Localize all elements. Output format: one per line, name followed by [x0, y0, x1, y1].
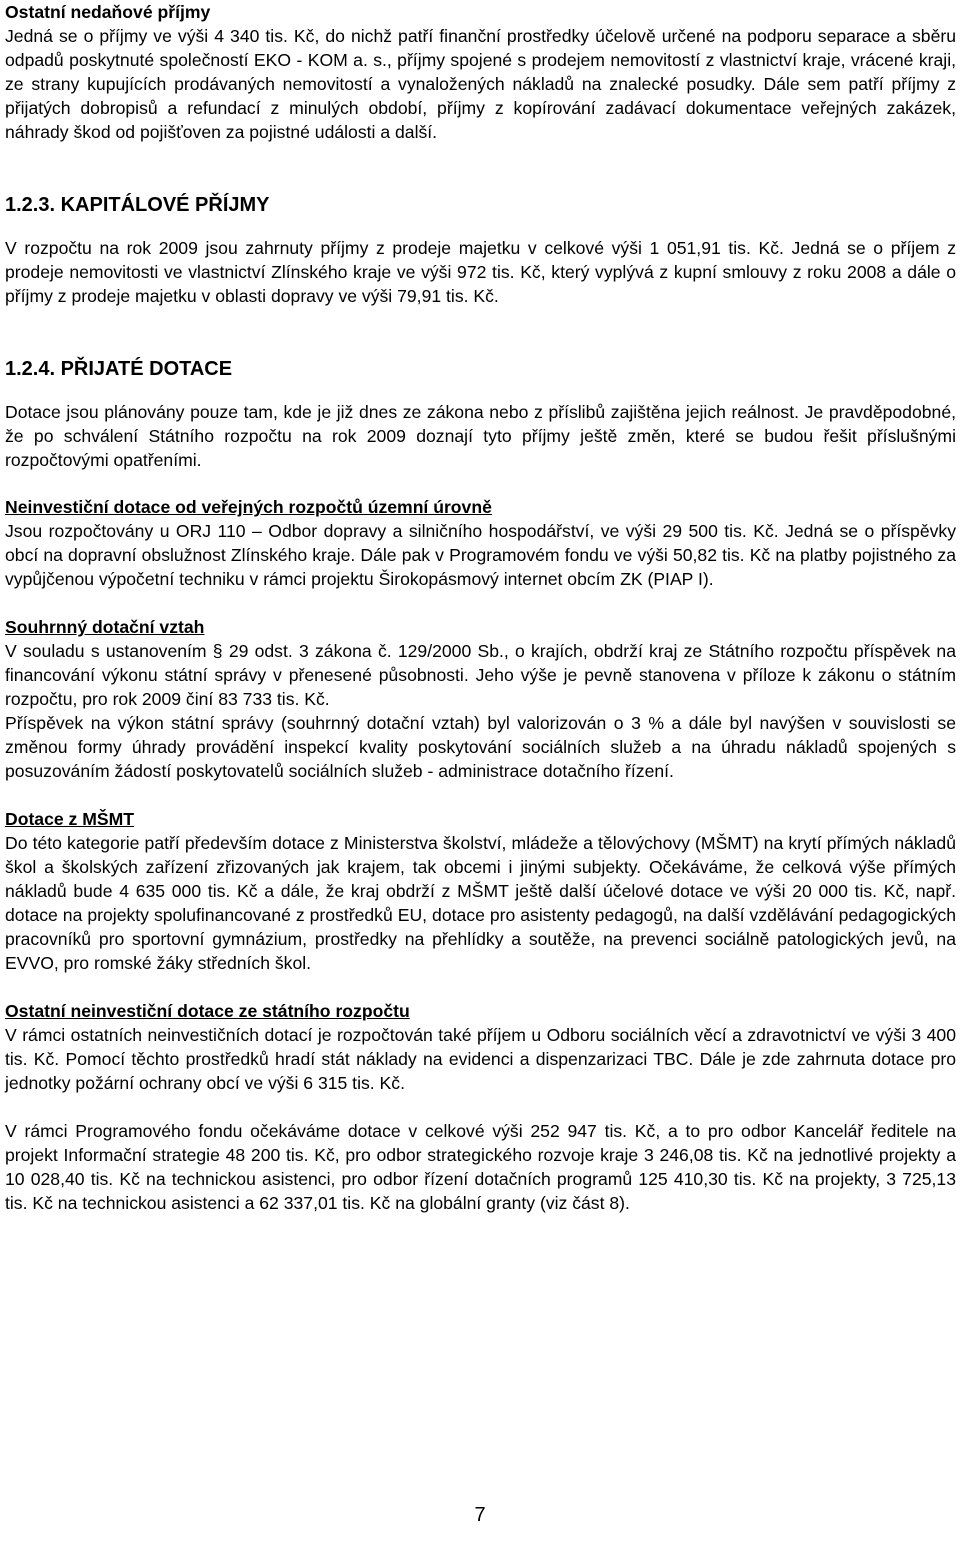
paragraph-ostatni-neinvesticni-1: V rámci ostatních neinvestičních dotací je rozpočtován také příjem u Odboru sociálních věcí a zdravotnictví ve výši 3 400 tis. Kč. Pomocí těchto prostředků hradí stát náklady na evidenci a dispenzarizaci TBC. Dále je zde zahrnuta dotace pro jednotky požární ochrany obcí ve výši 6 315 tis. Kč.	[5, 1025, 956, 1093]
heading-souhrnny: Souhrnný dotační vztah	[5, 617, 205, 637]
paragraph-kapitalove: V rozpočtu na rok 2009 jsou zahrnuty příjmy z prodeje majetku v celkové výši 1 051,91 tis. Kč. Jedná se o příjem z prodeje nemovitosti ve vlastnictví Zlínského kraje ve výši 972 tis. Kč, který vyplývá z kupní smlouvy z roku 2008 a dále o příjmy z prodeje majetku v oblasti dopravy ve výši 79,91 tis. Kč.	[5, 238, 956, 306]
paragraph-ostatni-nedanove: Jedná se o příjmy ve výši 4 340 tis. Kč, do nichž patří finanční prostředky účelově určené na podporu separace a sběru odpadů poskytnuté společností EKO - KOM a. s., příjmy spojené s prodejem nemovitostí z vlastnictví kraje, vrácené kraji, ze strany kupujících prodávaných nemovitostí a vynaložených nákladů na znalecké posudky. Dále sem patří příjmy z přijatých dobropisů a refundací z minulých období, příjmy z kopírování zadávací dokumentace veřejných zakázek, náhrady škod od pojišťoven za pojistné události a další.	[5, 26, 956, 142]
section-title-prijate-dotace: 1.2.4. PŘIJATÉ DOTACE	[5, 358, 233, 380]
paragraph-msmt: Do této kategorie patří především dotace z Ministerstva školství, mládeže a tělovýchovy (MŠMT) na krytí přímých nákladů škol a školských zařízení zřizovaných jak krajem, tak obcemi i jinými subjekty. Očekáváme, že celková výše přímých nákladů bude 4 635 000 tis. Kč a dále, že kraj obdrží z MŠMT ještě další účelové dotace ve výši 20 000 tis. Kč, např. dotace na projekty spolufinancované z prostředků EU, dotace pro asistenty pedagogů, na další vzdělávání pedagogických pracovníků pro sportovní gymnázium, prostředky na přehlídky a soutěže, na prevenci sociálně patologických jevů, na EVVO, pro romské žáky středních škol.	[5, 833, 956, 973]
heading-ostatni-nedanove: Ostatní nedaňové příjmy	[5, 2, 211, 22]
heading-ostatni-neinvesticni: Ostatní neinvestiční dotace ze státního rozpočtu	[5, 1001, 410, 1021]
page-number: 7	[474, 1504, 486, 1526]
paragraph-prijate-dotace: Dotace jsou plánovány pouze tam, kde je již dnes ze zákona nebo z příslibů zajištěna jejich reálnost. Je pravděpodobné, že po schválení Státního rozpočtu na rok 2009 doznají tyto příjmy ještě změn, které se budou řešit příslušnými rozpočtovými opatřeními.	[5, 402, 956, 470]
paragraph-souhrnny-1: V souladu s ustanovením § 29 odst. 3 zákona č. 129/2000 Sb., o krajích, obdrží kraj ze Státního rozpočtu příspěvek na financování výkonu státní správy v přenesené působnosti. Jeho výše je pevně stanovena v příloze k zákonu o státním rozpočtu, pro rok 2009 činí 83 733 tis. Kč.	[5, 641, 956, 709]
section-title-kapitalove: 1.2.3. KAPITÁLOVÉ PŘÍJMY	[5, 194, 270, 216]
paragraph-souhrnny-2: Příspěvek na výkon státní správy (souhrnný dotační vztah) byl valorizován o 3 % a dále byl navýšen v souvislosti se změnou formy úhrady provádění inspekcí kvality poskytování sociálních služeb a na úhradu nákladů spojených s posuzováním žádostí poskytovatelů sociálních služeb - administrace dotačního řízení.	[5, 713, 956, 781]
heading-neinvesticni-uzemni: Neinvestiční dotace od veřejných rozpočtů územní úrovně	[5, 497, 492, 517]
heading-msmt: Dotace z MŠMT	[5, 809, 135, 829]
paragraph-neinvesticni-uzemni: Jsou rozpočtovány u ORJ 110 – Odbor dopravy a silničního hospodářství, ve výši 29 500 tis. Kč. Jedná se o příspěvky obcí na dopravní obslužnost Zlínského kraje. Dále pak v Programovém fondu ve výši 50,82 tis. Kč na platby pojistného za vypůjčenou výpočetní techniku v rámci projektu Širokopásmový internet obcím ZK (PIAP I).	[5, 521, 956, 589]
document-page	[5, 0, 956, 1215]
paragraph-ostatni-neinvesticni-2: V rámci Programového fondu očekáváme dotace v celkové výši 252 947 tis. Kč, a to pro odbor Kancelář ředitele na projekt Informační strategie 48 200 tis. Kč, pro odbor strategického rozvoje kraje 3 246,08 tis. Kč na jednotlivé projekty a 10 028,40 tis. Kč na technickou asistenci, pro odbor řízení dotačních programů 125 410,30 tis. Kč na projekty, 3 725,13 tis. Kč na technickou asistenci a 62 337,01 tis. Kč na globální granty (viz část 8).	[5, 1121, 956, 1213]
